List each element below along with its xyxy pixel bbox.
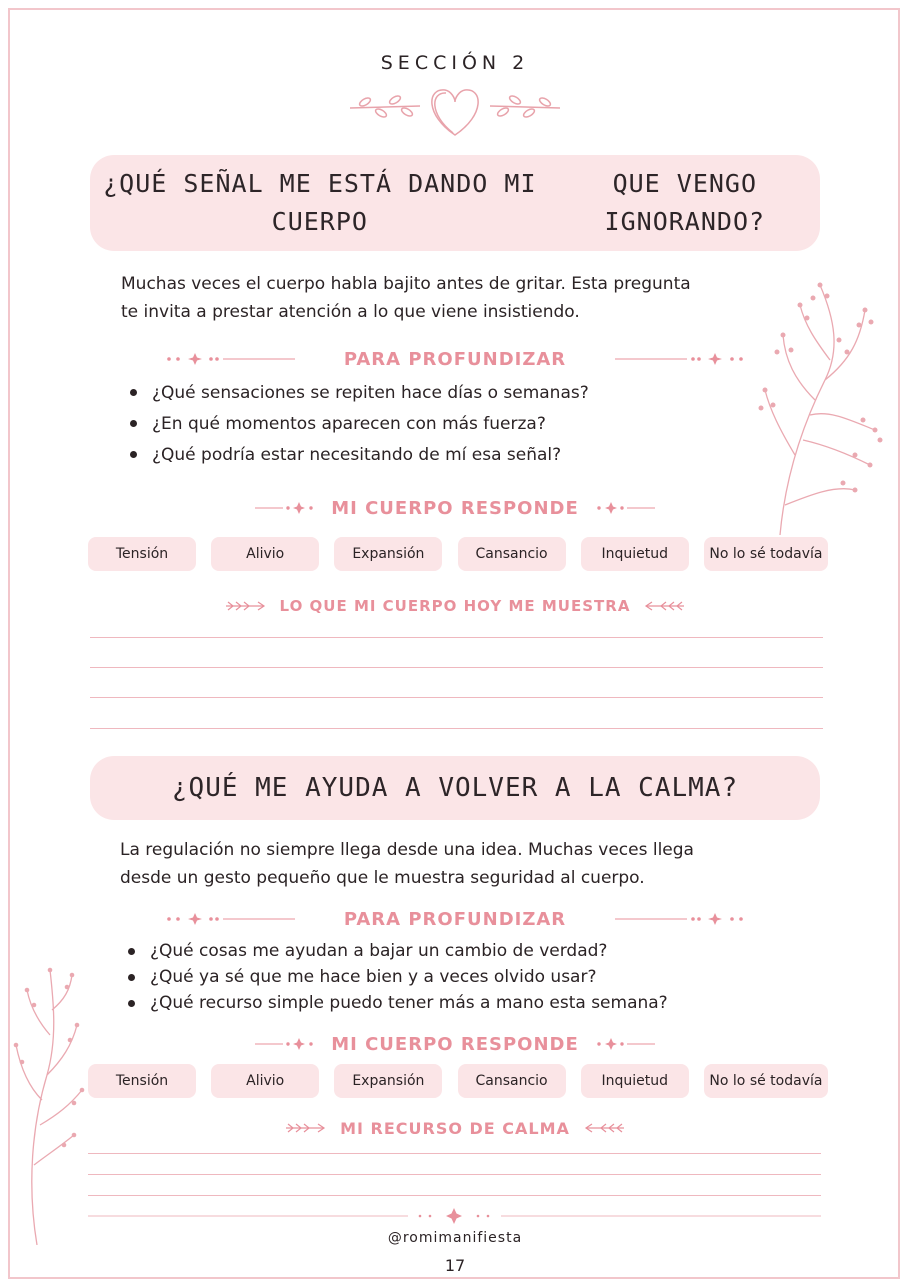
- list-item: [128, 964, 768, 990]
- writing-line[interactable]: [90, 637, 823, 638]
- sparkle-divider-icon: [593, 501, 655, 515]
- question-1-title: [90, 155, 820, 251]
- heart-laurel-icon: [345, 80, 565, 140]
- response-chip-cansancio[interactable]: Cansancio: [458, 1064, 566, 1098]
- question-1-responds-label: MI CUERPO RESPONDE: [331, 497, 579, 519]
- bullet-icon: [128, 1000, 135, 1007]
- response-chip-no-lo-se[interactable]: No lo sé todavía: [704, 1064, 828, 1098]
- bullet-icon: [130, 389, 137, 396]
- question-1-bullets: [130, 377, 770, 470]
- bullet-icon: [130, 420, 137, 427]
- question-2-responds-label: MI CUERPO RESPONDE: [331, 1033, 579, 1055]
- bullet-text: ¿Qué podría estar necesitando de mí esa señal?: [152, 444, 562, 465]
- response-chip-expansion[interactable]: Expansión: [334, 537, 442, 571]
- question-2-intro-line-1: La regulación no siempre llega desde una idea. Muchas veces llega: [120, 840, 694, 860]
- question-1-deepen-heading: [165, 344, 745, 374]
- question-2-write-heading: [0, 1115, 910, 1141]
- bullet-icon: [128, 948, 135, 955]
- question-1-intro: [121, 270, 741, 326]
- question-1-write-heading: [0, 593, 910, 619]
- list-item: [130, 439, 770, 470]
- bullet-text: ¿Qué recurso simple puedo tener más a mano esta semana?: [150, 993, 668, 1013]
- response-chip-no-lo-se[interactable]: No lo sé todavía: [704, 537, 828, 571]
- bullet-text: ¿En qué momentos aparecen con más fuerza?: [152, 413, 546, 434]
- question-1-title-line-1: ¿QUÉ SEÑAL ME ESTÁ DANDO MI CUERPO: [103, 169, 537, 236]
- list-item: [130, 377, 770, 408]
- writing-line[interactable]: [90, 697, 823, 698]
- question-2-deepen-heading: [165, 904, 745, 934]
- arrow-feather-icon: [644, 599, 686, 613]
- section-label: SECCIÓN 2: [380, 52, 530, 74]
- response-chip-alivio[interactable]: Alivio: [211, 1064, 319, 1098]
- writing-line[interactable]: [90, 667, 823, 668]
- page-number: 17: [444, 1256, 466, 1275]
- arrow-feather-icon: [284, 1121, 326, 1135]
- writing-line[interactable]: [88, 1195, 821, 1196]
- sparkle-divider-icon: [593, 1037, 655, 1051]
- sparkle-divider-icon: [255, 501, 317, 515]
- response-chip-inquietud[interactable]: Inquietud: [581, 1064, 689, 1098]
- question-2-bullets: [128, 938, 768, 1016]
- response-chip-tension[interactable]: Tensión: [88, 537, 196, 571]
- question-1-deepen-label: PARA PROFUNDIZAR: [343, 348, 567, 370]
- question-1-title-line-2: QUE VENGO IGNORANDO?: [604, 169, 766, 236]
- bullet-text: ¿Qué sensaciones se repiten hace días o semanas?: [152, 382, 589, 403]
- sparkle-divider-icon: [165, 352, 295, 366]
- response-chip-expansion[interactable]: Expansión: [334, 1064, 442, 1098]
- sparkle-divider-icon: [165, 912, 295, 926]
- response-chip-inquietud[interactable]: Inquietud: [581, 537, 689, 571]
- arrow-feather-icon: [584, 1121, 626, 1135]
- sparkle-divider-icon: [615, 352, 745, 366]
- author-handle: @romimanifiesta: [387, 1230, 523, 1246]
- question-2-responds-heading: [0, 1031, 910, 1057]
- writing-line[interactable]: [88, 1153, 821, 1154]
- question-1-intro-line-2: te invita a prestar atención a lo que viene insistiendo.: [121, 302, 580, 322]
- question-1-write-label: LO QUE MI CUERPO HOY ME MUESTRA: [279, 597, 631, 615]
- question-1-intro-line-1: Muchas veces el cuerpo habla bajito antes de gritar. Esta pregunta: [121, 274, 691, 294]
- response-chip-cansancio[interactable]: Cansancio: [458, 537, 566, 571]
- arrow-feather-icon: [224, 599, 266, 613]
- question-2-deepen-label: PARA PROFUNDIZAR: [343, 908, 567, 930]
- writing-line[interactable]: [88, 1174, 821, 1175]
- bullet-icon: [130, 451, 137, 458]
- question-2-write-label: MI RECURSO DE CALMA: [340, 1118, 570, 1138]
- sparkle-divider-icon: [88, 1207, 821, 1225]
- question-2-intro: [120, 836, 740, 892]
- question-1-responds-heading: [0, 495, 910, 521]
- response-chip-alivio[interactable]: Alivio: [211, 537, 319, 571]
- sparkle-divider-icon: [255, 1037, 317, 1051]
- bullet-text: ¿Qué cosas me ayudan a bajar un cambio de verdad?: [150, 941, 608, 961]
- response-chip-tension[interactable]: Tensión: [88, 1064, 196, 1098]
- list-item: [128, 938, 768, 964]
- bullet-text: ¿Qué ya sé que me hace bien y a veces olvido usar?: [150, 967, 597, 987]
- list-item: [130, 408, 770, 439]
- question-2-response-options: [88, 1064, 828, 1098]
- question-1-response-options: [88, 537, 828, 571]
- question-2-title: ¿QUÉ ME AYUDA A VOLVER A LA CALMA?: [90, 756, 820, 820]
- list-item: [128, 990, 768, 1016]
- question-2-intro-line-2: desde un gesto pequeño que le muestra seguridad al cuerpo.: [120, 868, 645, 888]
- bullet-icon: [128, 974, 135, 981]
- sparkle-divider-icon: [615, 912, 745, 926]
- writing-line[interactable]: [90, 728, 823, 729]
